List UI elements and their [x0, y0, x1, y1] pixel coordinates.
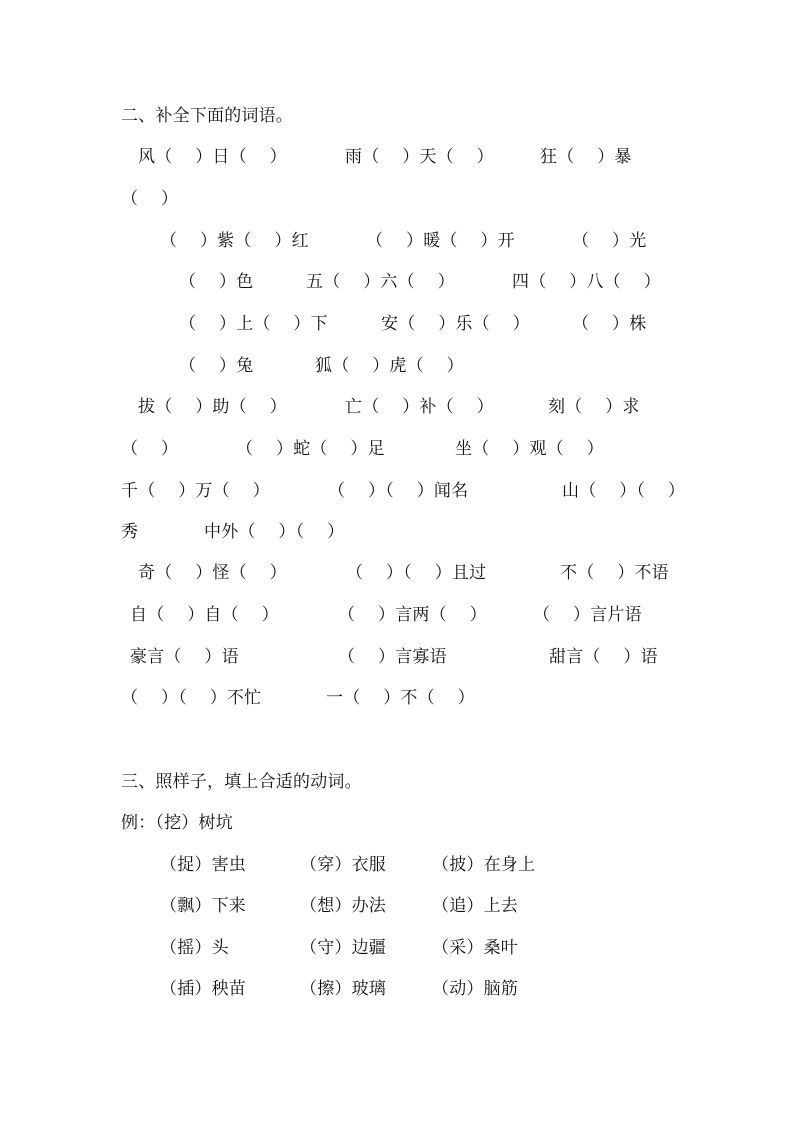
- word-item: 豪言（ ）语: [130, 647, 239, 667]
- word-item: （ ）: [121, 439, 179, 459]
- word-item: （ ）言片语: [533, 605, 642, 625]
- word-item: （ ）: [121, 189, 179, 209]
- word-item: 风（ ）日（ ）: [138, 147, 287, 167]
- word-item: （ ）（ ）不忙: [121, 688, 262, 708]
- word-item: （ ）色: [179, 272, 254, 292]
- verb-item: （披）在身上: [432, 855, 536, 875]
- word-item: 坐（ ）观（ ）: [455, 439, 604, 459]
- example-line: 例：（挖）树坑: [121, 813, 233, 833]
- word-item: 自（ ）自（ ）: [130, 605, 279, 625]
- word-item: 安（ ）乐（ ）: [381, 314, 530, 334]
- word-item: 秀: [121, 522, 139, 542]
- word-item: 拔（ ）助（ ）: [138, 397, 287, 417]
- section-2-title: 二、补全下面的词语。: [121, 106, 293, 126]
- word-item: （ ）兔: [179, 356, 254, 376]
- verb-item: （想）办法: [300, 896, 386, 916]
- word-item: （ ）暖（ ）开: [366, 231, 515, 251]
- verb-item: （穿）衣服: [300, 855, 386, 875]
- word-item: 中外（ ）（ ）: [204, 522, 345, 542]
- word-item: 山（ ）（ ）: [562, 481, 686, 501]
- word-item: 刻（ ）求: [548, 397, 640, 417]
- word-item: （ ）紫（ ）红: [160, 231, 309, 251]
- verb-item: （动）脑筋: [432, 979, 518, 999]
- verb-item: （追）上去: [432, 896, 518, 916]
- word-item: 不（ ）不语: [560, 563, 669, 583]
- verb-item: （捉）害虫: [160, 855, 246, 875]
- word-item: （ ）株: [572, 314, 647, 334]
- word-item: （ ）言寡语: [338, 647, 447, 667]
- word-item: 五（ ）六（ ）: [306, 272, 455, 292]
- word-item: （ ）光: [572, 231, 647, 251]
- word-item: （ ）上（ ）下: [179, 314, 328, 334]
- verb-item: （摇）头: [160, 938, 229, 958]
- section-3-title: 三、照样子，填上合适的动词。: [121, 772, 362, 792]
- verb-item: （采）桑叶: [432, 938, 518, 958]
- word-item: （ ）蛇（ ）足: [236, 439, 385, 459]
- word-item: 一（ ）不（ ）: [326, 688, 475, 708]
- word-item: 狂（ ）暴: [540, 147, 632, 167]
- word-item: 千（ ）万（ ）: [121, 481, 270, 501]
- word-item: （ ）（ ）且过: [346, 563, 487, 583]
- verb-item: （插）秧苗: [160, 979, 246, 999]
- verb-item: （守）边疆: [300, 938, 386, 958]
- word-item: 奇（ ）怪（ ）: [138, 563, 287, 583]
- word-item: 甜言（ ）语: [549, 647, 658, 667]
- word-item: 雨（ ）天（ ）: [345, 147, 494, 167]
- word-item: （ ）（ ）闻名: [328, 481, 469, 501]
- word-item: 亡（ ）补（ ）: [345, 397, 494, 417]
- verb-item: （擦）玻璃: [300, 979, 386, 999]
- word-item: 四（ ）八（ ）: [512, 272, 661, 292]
- word-item: （ ）言两（ ）: [338, 605, 487, 625]
- verb-item: （飘）下来: [160, 896, 246, 916]
- word-item: 狐（ ）虎（ ）: [315, 356, 464, 376]
